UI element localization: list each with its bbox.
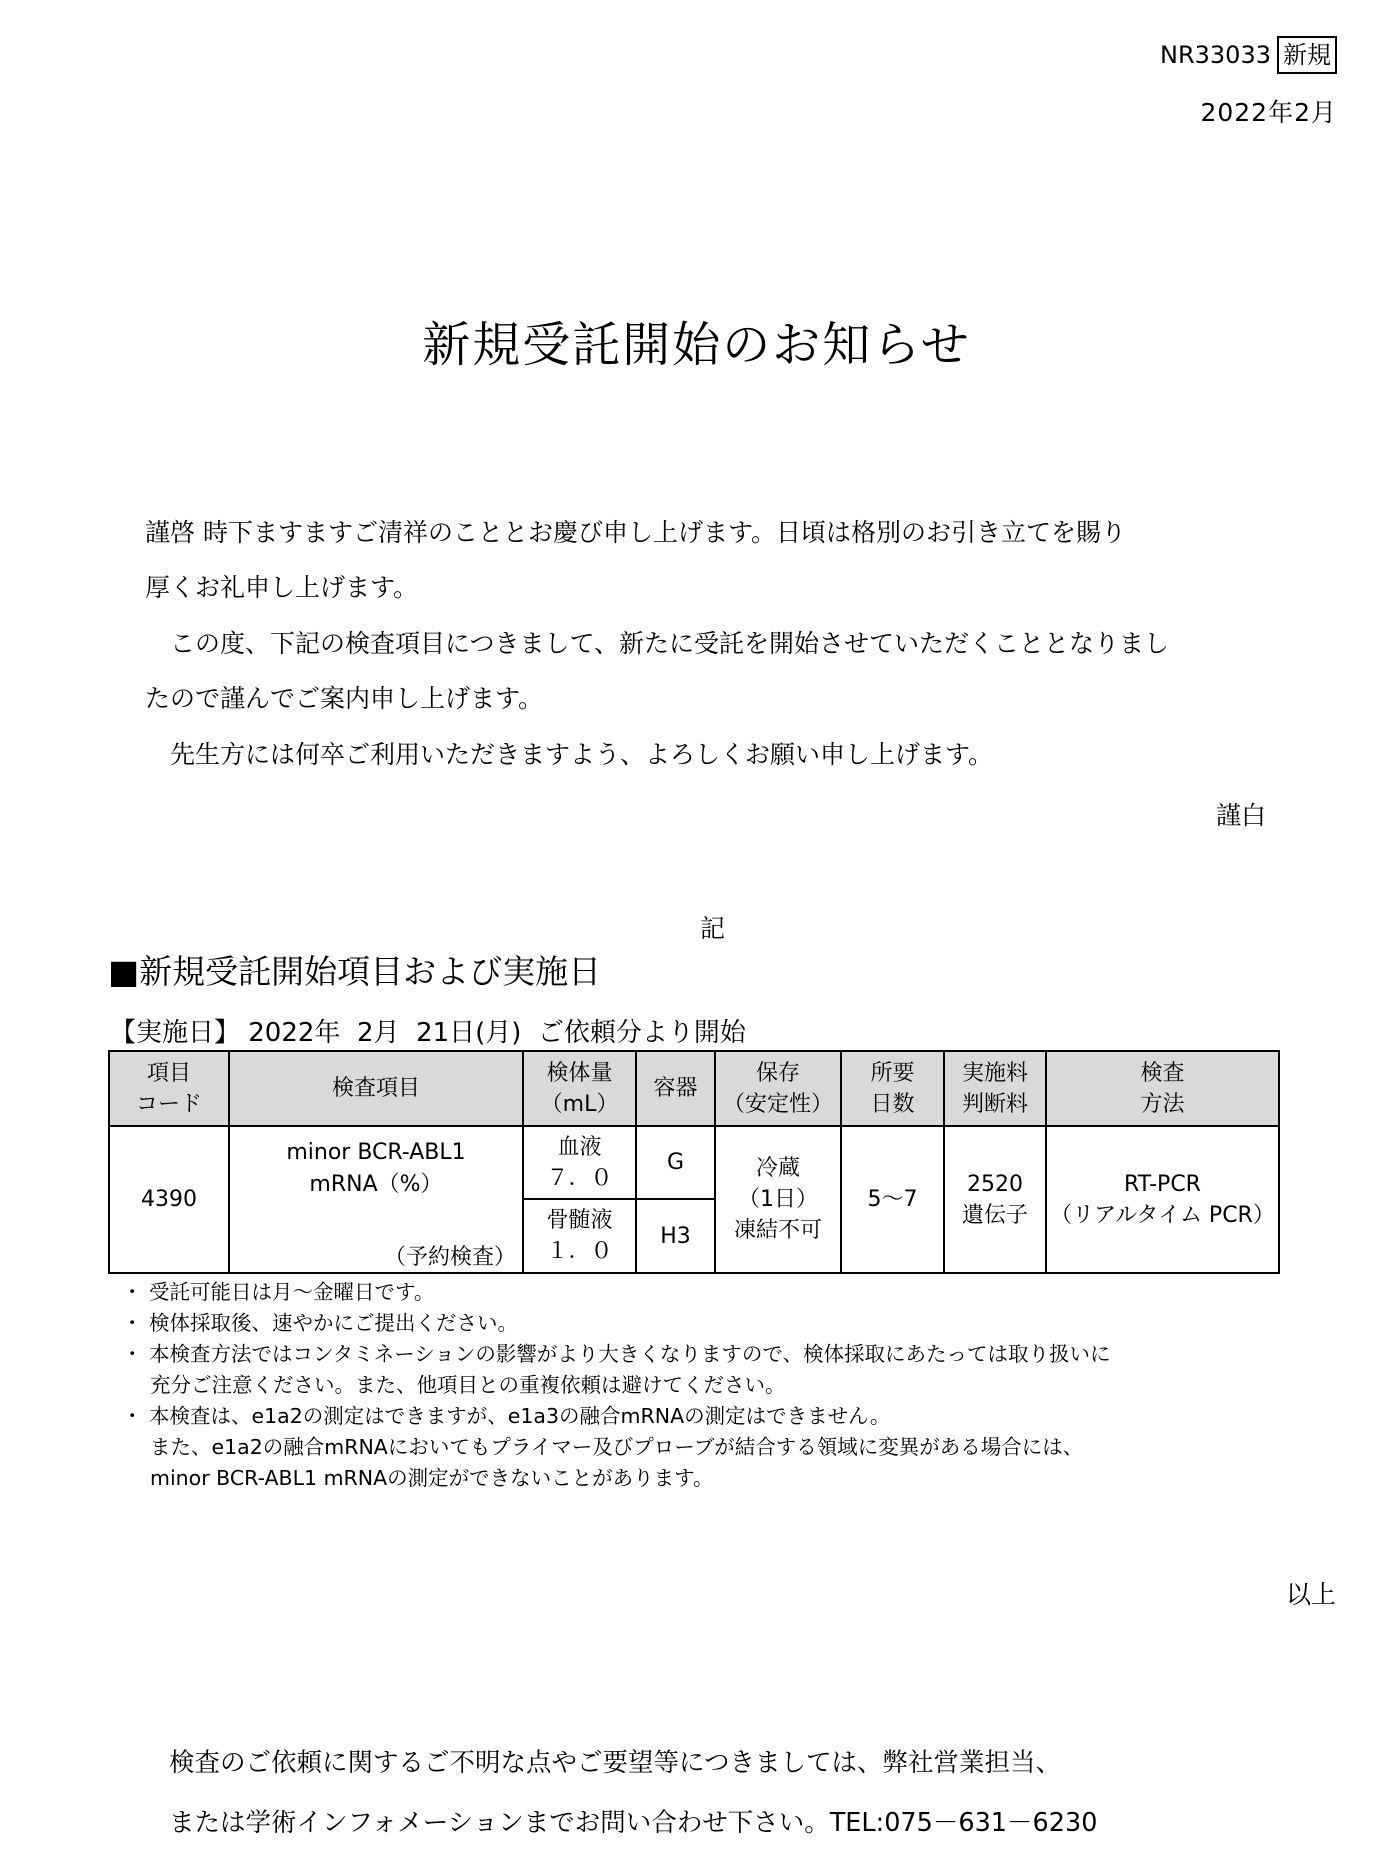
cell-fee: 2520 遺伝子	[944, 1126, 1046, 1273]
item-note: （予約検査）	[383, 1245, 516, 1270]
announcement-line-1: この度、下記の検査項目につきまして、新たに受託を開始させていただくこととなりまし	[145, 629, 1170, 658]
note-item: ・ 本検査は、e1a2の測定はできますが、e1a3の融合mRNAの測定はできません。	[122, 1404, 891, 1428]
notes-list	[122, 1277, 1110, 1494]
note-item: ・ 本検査方法ではコンタミネーションの影響がより大きくなりますので、検体採取にあたっては取り扱いに	[122, 1342, 1111, 1366]
cell-code: 4390	[109, 1126, 229, 1273]
cell-specimen-blood: 血液 ７．０	[523, 1126, 636, 1199]
header-item: 検査項目	[229, 1051, 523, 1126]
cell-days: 5～7	[841, 1126, 944, 1273]
header-code: 項目 コード	[109, 1051, 229, 1126]
cell-storage: 冷蔵 （1日） 凍結不可	[715, 1126, 841, 1273]
table-row	[109, 1126, 1279, 1199]
item-unit: mRNA（%）	[309, 1172, 443, 1197]
note-item: また、e1a2の融合mRNAにおいてもプライマー及びプローブが結合する領域に変異がある場合には、	[150, 1435, 1084, 1459]
header-fee: 実施料 判断料	[944, 1051, 1046, 1126]
greeting-line-2: 厚くお礼申し上げます。	[145, 573, 419, 602]
header-days: 所要 日数	[841, 1051, 944, 1126]
cell-specimen-marrow: 骨髄液 １．０	[523, 1199, 636, 1273]
closing-word: 謹白	[1215, 801, 1266, 830]
section-heading: ■新規受託開始項目および実施日	[108, 952, 602, 991]
note-item: 充分ご注意ください。また、他項目との重複依頼は避けてください。	[150, 1373, 786, 1397]
cell-item	[229, 1126, 523, 1273]
greeting-line-1: 謹啓 時下ますますご清祥のこととお慶び申し上げます。日頃は格別のお引き立てを賜り	[145, 518, 1126, 547]
document-number	[1160, 36, 1337, 74]
issue-date: 2022年2月	[1200, 98, 1337, 127]
request-line: 先生方には何卒ご利用いただきますよう、よろしくお願い申し上げます。	[145, 740, 994, 769]
contact-info	[169, 1733, 1097, 1853]
announcement-line-2: たので謹んでご案内申し上げます。	[145, 684, 544, 713]
cell-container-marrow: H3	[636, 1199, 715, 1273]
implementation-date: 【実施日】 2022年 2月 21日(月) ご依頼分より開始	[110, 1018, 746, 1048]
cell-method: RT-PCR （リアルタイム PCR）	[1046, 1126, 1279, 1273]
ki-mark: 記	[700, 914, 726, 943]
new-badge: 新規	[1277, 36, 1337, 74]
header-volume: 検体量 （mL）	[523, 1051, 636, 1126]
contact-line-2: または学術インフォメーションまでお問い合わせ下さい。TEL:075－631－6230	[169, 1808, 1098, 1838]
header-storage: 保存 （安定性）	[715, 1051, 841, 1126]
page-title: 新規受託開始のお知らせ	[422, 317, 971, 373]
header-method: 検査 方法	[1046, 1051, 1279, 1126]
end-mark: 以上	[1285, 1580, 1336, 1609]
item-name: minor BCR-ABL1	[286, 1140, 466, 1165]
document-number-text: NR33033	[1160, 41, 1271, 69]
note-item: minor BCR-ABL1 mRNAの測定ができないことがあります。	[150, 1466, 714, 1490]
table-header-row	[109, 1051, 1279, 1126]
note-item: ・ 受託可能日は月～金曜日です。	[122, 1280, 435, 1304]
test-spec-table	[108, 1050, 1280, 1274]
header-container: 容器	[636, 1051, 715, 1126]
note-item: ・ 検体採取後、速やかにご提出ください。	[122, 1311, 519, 1335]
contact-line-1: 検査のご依頼に関するご不明な点やご要望等につきましては、弊社営業担当、	[169, 1748, 1061, 1778]
cell-container-blood: G	[636, 1126, 715, 1199]
